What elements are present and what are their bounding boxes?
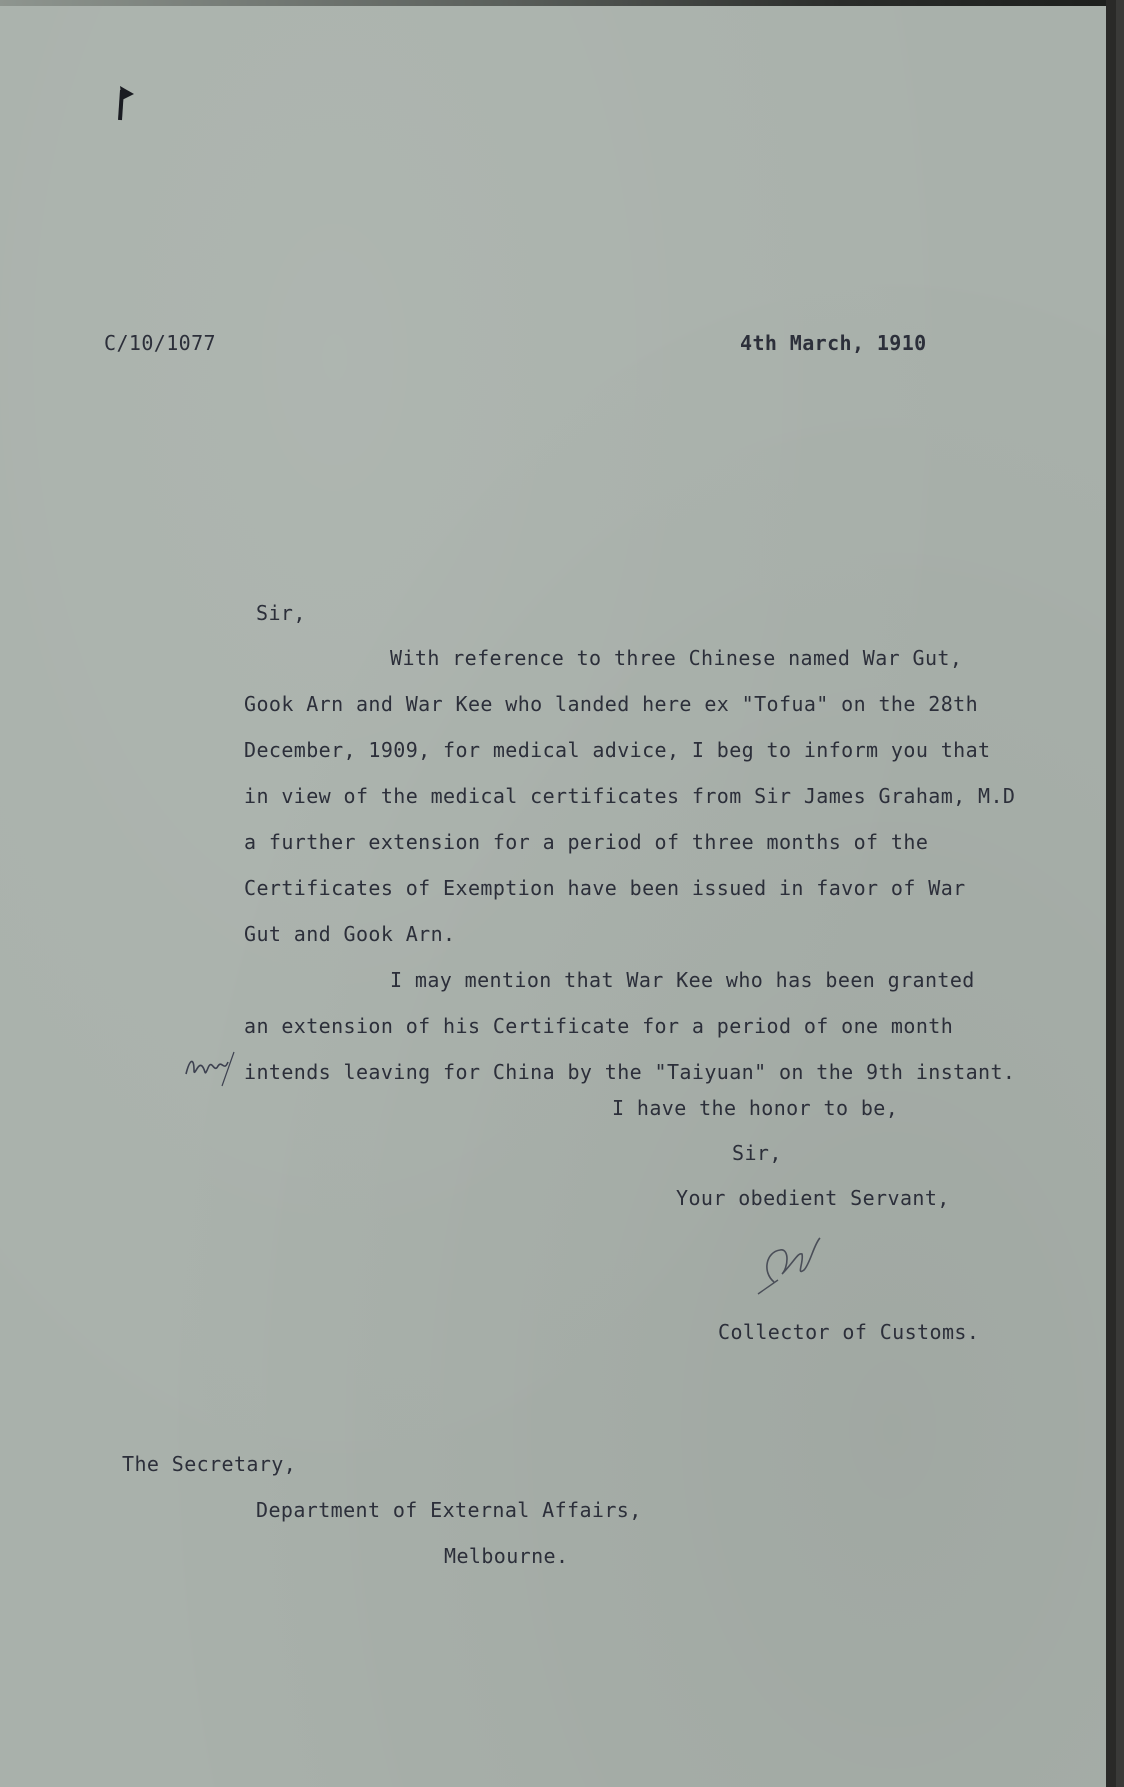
body-line: Certificates of Exemption have been issued in favor of War — [244, 876, 966, 900]
signature-icon — [744, 1232, 830, 1302]
addressee-line: Melbourne. — [444, 1544, 569, 1568]
addressee-line: The Secretary, — [122, 1452, 297, 1476]
body-line: intends leaving for China by the "Taiyuan" on the 9th instant. — [244, 1060, 1016, 1084]
letter-date: 4th March, 1910 — [740, 331, 927, 355]
handwritten-annotation-icon — [182, 1044, 242, 1088]
body-line: a further extension for a period of three months of the — [244, 830, 929, 854]
body-line: an extension of his Certificate for a period of one month — [244, 1014, 954, 1038]
reference-number: C/10/1077 — [104, 331, 216, 355]
body-line: in view of the medical certificates from Sir James Graham, M.D — [244, 784, 1016, 808]
body-line: Gut and Gook Arn. — [244, 922, 456, 946]
filing-mark-icon — [114, 80, 140, 126]
body-line: I may mention that War Kee who has been granted — [390, 968, 975, 992]
salutation: Sir, — [256, 601, 306, 625]
body-line: December, 1909, for medical advice, I beg to inform you that — [244, 738, 991, 762]
page-top-edge — [0, 0, 1116, 6]
closing-servant: Your obedient Servant, — [676, 1186, 950, 1210]
closing-sir: Sir, — [732, 1141, 782, 1165]
closing-line: I have the honor to be, — [612, 1096, 899, 1120]
page-right-edge — [1106, 0, 1116, 1787]
addressee-line: Department of External Affairs, — [256, 1498, 642, 1522]
signatory-title: Collector of Customs. — [718, 1320, 980, 1344]
body-line: Gook Arn and War Kee who landed here ex "Tofua" on the 28th — [244, 692, 979, 716]
body-line: With reference to three Chinese named War Gut, — [390, 646, 963, 670]
